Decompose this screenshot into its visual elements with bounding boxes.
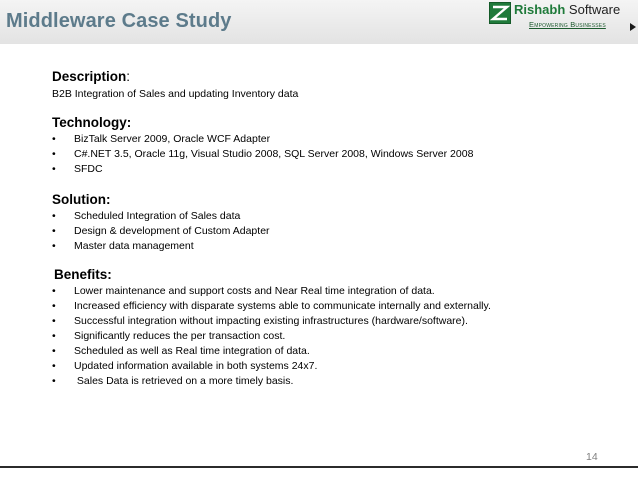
list-item [52, 162, 473, 177]
logo-tagline-text: Empowering Businesses [529, 20, 606, 29]
list-item-text: Sales Data is retrieved on a more timely basis. [74, 375, 294, 387]
solution-list [52, 209, 270, 254]
list-item [52, 314, 491, 329]
logo-name-primary: Rishabh [514, 2, 566, 17]
list-item [52, 209, 270, 224]
list-item-text: Lower maintenance and support costs and Near Real time integration of data. [74, 285, 435, 297]
bottom-divider [0, 466, 638, 468]
technology-section [52, 114, 473, 177]
solution-section [52, 191, 270, 254]
description-heading-colon: : [126, 69, 131, 84]
arrow-right-icon [630, 23, 636, 31]
list-item-text: C#.NET 3.5, Oracle 11g, Visual Studio 2008, SQL Server 2008, Windows Server 2008 [74, 148, 474, 160]
bullet-icon: • [52, 285, 56, 297]
bullet-icon: • [52, 300, 56, 312]
page-title: Middleware Case Study [6, 10, 232, 32]
list-item-text: BizTalk Server 2009, Oracle WCF Adapter [74, 133, 271, 145]
logo-name [514, 2, 620, 17]
bullet-icon: • [52, 360, 56, 372]
list-item-text: SFDC [74, 163, 103, 175]
list-item [52, 374, 491, 389]
solution-heading [52, 191, 270, 208]
benefits-heading [52, 266, 491, 283]
bullet-icon: • [52, 345, 56, 357]
logo-tagline [529, 20, 606, 29]
logo-name-secondary: Software [568, 2, 621, 17]
list-item [52, 132, 473, 147]
bullet-icon: • [52, 315, 56, 327]
description-heading [52, 68, 298, 85]
list-item [52, 329, 491, 344]
list-item [52, 284, 491, 299]
list-item-text: Successful integration without impacting existing infrastructures (hardware/software). [74, 315, 468, 327]
bullet-icon: • [52, 330, 56, 342]
bullet-icon: • [52, 240, 56, 252]
technology-heading-label: Technology: [52, 115, 132, 130]
logo-mark-icon [489, 2, 511, 24]
list-item [52, 359, 491, 374]
benefits-heading-label: Benefits: [54, 267, 112, 282]
benefits-section [52, 266, 491, 389]
bullet-icon: • [52, 375, 56, 387]
bullet-icon: • [52, 148, 56, 160]
list-item-text: Increased efficiency with disparate systems able to communicate internally and externally. [74, 300, 491, 312]
header-bar [0, 0, 638, 44]
company-logo [489, 2, 638, 36]
bullet-icon: • [52, 210, 56, 222]
bullet-icon: • [52, 133, 56, 145]
bullet-icon: • [52, 225, 56, 237]
list-item-text: Scheduled Integration of Sales data [74, 210, 241, 222]
bullet-icon: • [52, 163, 56, 175]
technology-list [52, 132, 473, 177]
list-item [52, 299, 491, 314]
list-item-text: Scheduled as well as Real time integration of data. [74, 345, 310, 357]
list-item-text: Design & development of Custom Adapter [74, 225, 270, 237]
list-item-text: Updated information available in both systems 24x7. [74, 360, 318, 372]
solution-heading-label: Solution: [52, 192, 111, 207]
benefits-list [52, 284, 491, 389]
list-item [52, 344, 491, 359]
list-item [52, 224, 270, 239]
technology-heading [52, 114, 473, 131]
description-text: B2B Integration of Sales and updating Inventory data [52, 88, 299, 100]
description-heading-label: Description [52, 69, 127, 84]
list-item-text: Significantly reduces the per transaction cost. [74, 330, 286, 342]
list-item [52, 239, 270, 254]
page-number: 14 [586, 451, 598, 463]
list-item [52, 147, 473, 162]
description-section [52, 68, 298, 101]
list-item-text: Master data management [74, 240, 194, 252]
